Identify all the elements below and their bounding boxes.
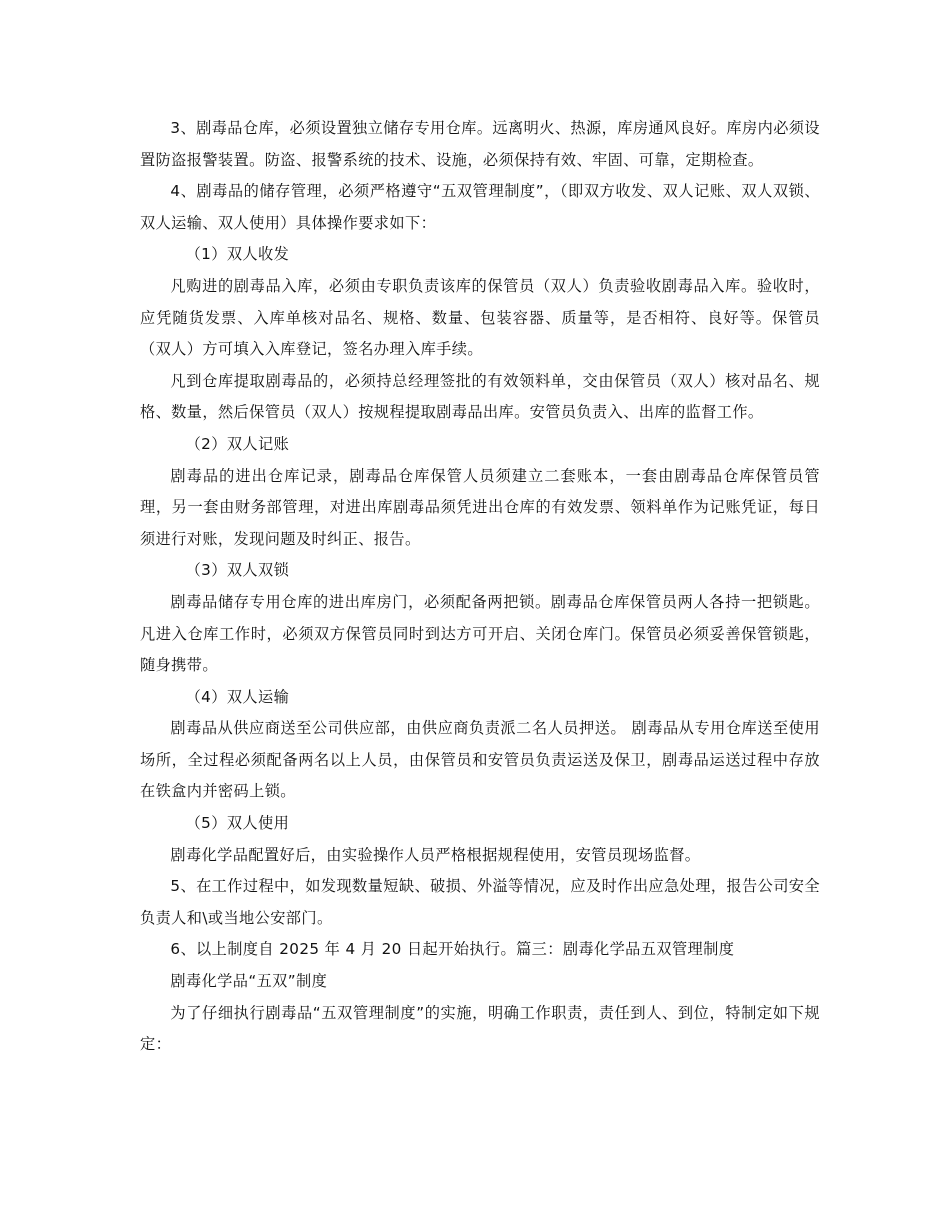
document-body [140,113,820,1061]
paragraph-introduction: 为了仔细执行剧毒品“五双管理制度”的实施，明确工作职责，责任到人、到位，特制定如下规定： [140,1003,820,1054]
paragraph-five-double-system: 4、剧毒品的储存管理，必须严格遵守“五双管理制度”，（即双方收发、双人记账、双人双锁、双人运输、双人使用）具体操作要求如下： [140,182,820,232]
paragraph-effective-date: 6、以上制度自 2025 年 4 月 20 日起开始执行。篇三：剧毒化学品五双管理制度 [170,940,735,959]
heading-double-usage: （5）双人使用 [185,814,290,833]
paragraph-warehouse-requirements: 3、剧毒品仓库，必须设置独立储存专用仓库。远离明火、热源，库房通风良好。库房内必须设置防盗报警装置。防盗、报警系统的技术、设施，必须保持有效、牢固、可靠，定期检查。 [140,119,820,169]
paragraph-accounting: 剧毒品的进出仓库记录，剧毒品仓库保管人员须建立二套账本，一套由剧毒品仓库保管员管理，另一套由财务部管理，对进出库剧毒品须凭进出仓库的有效发票、领料单作为记账凭证，每日须进行对账，发现问题及时纠正、报告。 [140,466,820,548]
paragraph-locks: 剧毒品储存专用仓库的进出库房门，必须配备两把锁。剧毒品仓库保管员两人各持一把锁匙。凡进入仓库工作时，必须双方保管员同时到达方可开启、关闭仓库门。保管员必须妥善保管锁匙，随身携带。 [140,592,820,675]
heading-double-transport: （4）双人运输 [185,687,290,706]
heading-double-receiving: （1）双人收发 [185,245,290,264]
heading-double-locks: （3）双人双锁 [185,561,290,580]
paragraph-emergency: 5、在工作过程中，如发现数量短缺、破损、外溢等情况，应及时作出应急处理，报告公司安全负责人和\或当地公安部门。 [140,877,820,927]
paragraph-transport: 剧毒品从供应商送至公司供应部，由供应商负责派二名人员押送。 剧毒品从专用仓库送至使用场所，全过程必须配备两名以上人员，由保管员和安管员负责运送及保卫，剧毒品运送过程中存放在铁盒内并密码上锁。 [140,719,820,801]
paragraph-receiving-inbound: 凡购进的剧毒品入库，必须由专职负责该库的保管员（双人）负责验收剧毒品入库。验收时，应凭随货发票、入库单核对品名、规格、数量、包装容器、质量等，是否相符、良好等。保管员（双人）方可填入入库登记，签名办理入库手续。 [140,276,820,359]
paragraph-usage: 剧毒化学品配置好后，由实验操作人员严格根据规程使用，安管员现场监督。 [170,845,701,864]
paragraph-receiving-outbound: 凡到仓库提取剧毒品的，必须持总经理签批的有效领料单，交由保管员（双人）核对品名、规格、数量，然后保管员（双人）按规程提取剧毒品出库。安管员负责入、出库的监督工作。 [140,371,820,422]
heading-double-accounting: （2）双人记账 [185,434,290,453]
section-title: 剧毒化学品“五双”制度 [170,972,328,991]
